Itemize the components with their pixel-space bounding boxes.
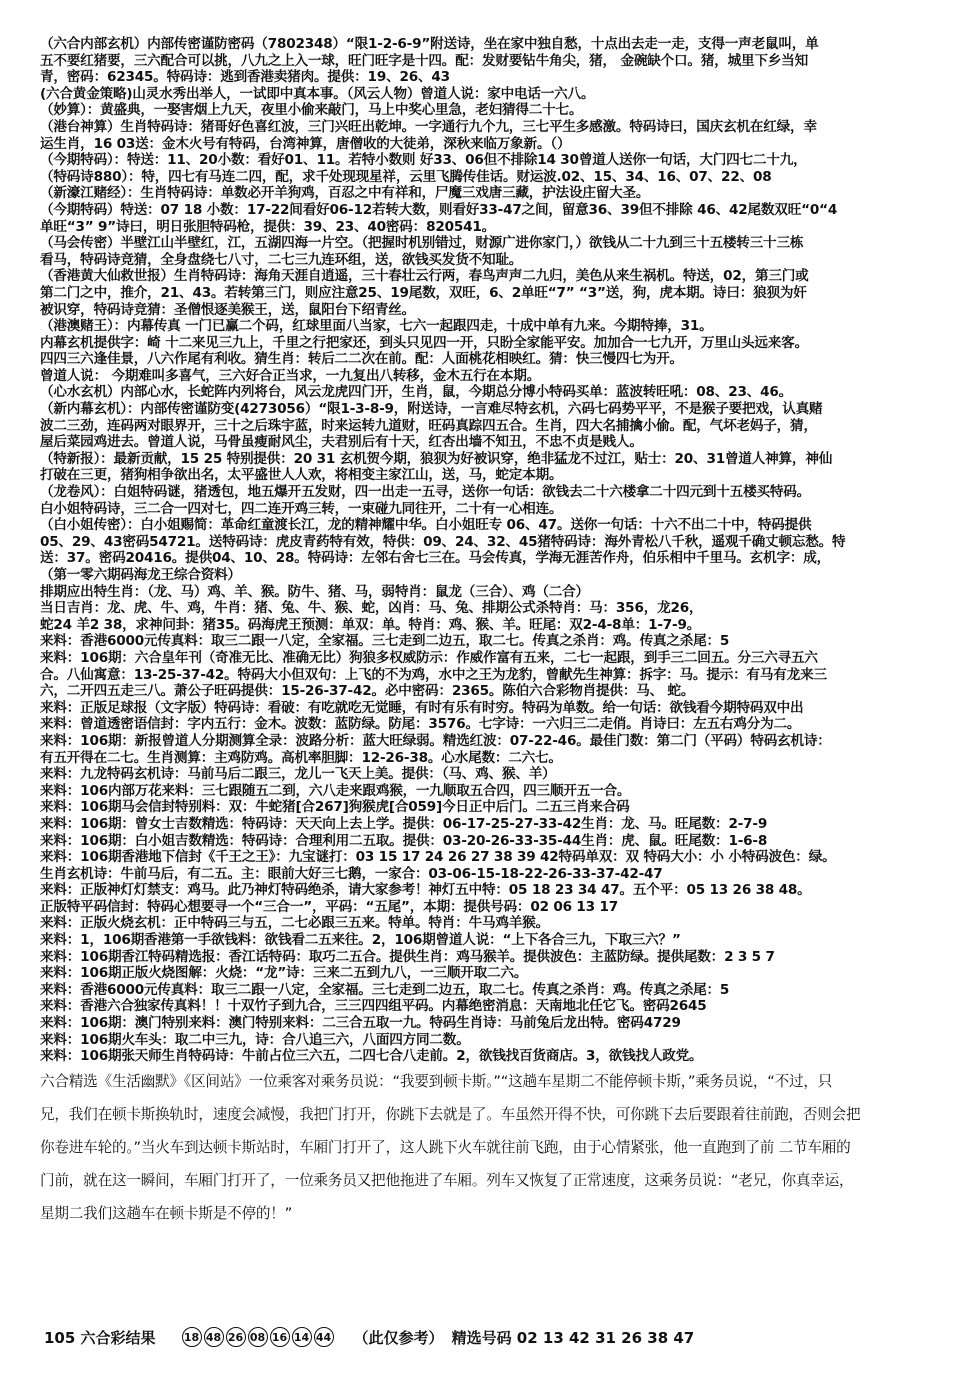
- text-line: 合。八仙寓意：13-25-37-42。特码大小但双句：上飞的不为鸡，水中之王为龙豹，曾献先生神算：拆字：马。提示：有马有龙来三: [40, 666, 827, 683]
- text-line: 来料：香港六合独家传真料！！十双竹子到九合，三三四四组平码。内幕绝密消息：天南地北任它飞。密码2645: [40, 998, 707, 1015]
- text-line: 看马，特码诗竞猜，全身盘绕七八寸，二七三九连环组，送，欲钱买发货不知耻。: [40, 251, 523, 268]
- text-line: 被识穿，特码诗竞猜：圣僧恨逐美猴王，送，鼠阳台下绍青丝。: [40, 301, 416, 318]
- text-line: （心水玄机）内部心水，长蛇阵内列将台，风云龙虎四门开，生肖，鼠，今期总分博小特码买单：蓝波转旺吼：08、23、46。: [40, 384, 793, 401]
- result-ball: 18: [182, 1327, 202, 1347]
- text-line: 来料：106内部万花来料：三七跟随五二到，六八走来跟鸡猴，一九顺取五合四，四三顺开五一合。: [40, 782, 631, 799]
- results-footer: [44, 1324, 944, 1350]
- section-title: （第一零六期码海龙王综合资料）: [40, 567, 241, 583]
- text-line: 来料：106期：白小姐吉数精选：特码诗：合理利用二五取。提供：03-20-26-33-35-44生肖：虎、鼠。旺尾数：1-6-8: [40, 832, 768, 849]
- text-line: 来料：香港6000元传真料：取三二跟一八定，全家福。三七走到二边五，取二七。传真之杀肖：鸡。传真之杀尾：5: [40, 633, 730, 650]
- reference-note: （此仅参考）: [353, 1328, 444, 1347]
- text-line: 白小姐特码诗，三二合一四对七，四二连开鸡三转，一束碰九同往开，二十有一心相连。: [40, 500, 563, 517]
- text-line: 第二门之中，推介，21、43。若转第三门，则应注意25、19尾数，双旺，6、2单旺“7” “3”送，狗，虎本期。诗曰：狼狈为奸: [40, 284, 807, 301]
- text-line: 蛇24 羊2 38，求神问卦：猪35。码海虎王预测：单双：单。特肖：鸡、猴、羊。旺尾：双2-4-8单：1-7-9。: [40, 616, 701, 633]
- text-line: 来料：曾道透密语信封：字内五行：金木。波数：蓝防绿。防尾：3576。七字诗：一六归三二走俏。肖诗曰：左五右鸡分为二。: [40, 716, 801, 733]
- text-line: 单旺“3” 9”诗曰，明日张胆特码枪，提供：39、23、40密码：820541。: [40, 218, 496, 235]
- text-line: 正版特平码信封：特码心想要寻一个“三合一”，平码：“五尾”，本期：提供号码：02 06 13 17: [40, 898, 618, 915]
- text-line: 来料：106期：澳门特别来料：澳门特别来料：二三合五取一九。特码生肖诗：马前兔后龙出特。密码4729: [40, 1015, 681, 1032]
- result-ball: 08: [248, 1327, 268, 1347]
- text-line: (六合黄金策略)山灵水秀出举人，一试即中真本事。（风云人物）曾道人说：家中电话一六八。: [40, 85, 595, 102]
- text-line: 来料：106期张天师生肖特码诗：牛前占位三六五，二四七合八走前。2，欲钱找百货商店。3，欲钱找人政党。: [40, 1048, 703, 1065]
- text-line: 来料：106期火车头：取二中三九，诗：合八追三六，八面四方同二数。: [40, 1031, 470, 1048]
- text-line: （六合内部玄机）内部传密谨防密码（7802348）“限1-2-6-9”附送诗，坐在家中独自愁，十点出去走一走，支得一声老鼠叫，单: [40, 36, 819, 52]
- text-line: 来料：九龙特码玄机诗：马前马后二跟三，龙儿一飞天上美。提供：（马、鸡、猴、羊）: [40, 766, 556, 783]
- text-line: 来料：106期香江特码精选报：香江话特码：取巧二五合。提供生肖：鸡马猴羊。提供波色：主蓝防绿。提供尾数：2 3 5 7: [40, 948, 775, 965]
- text-line: 来料：106期：新报曾道人分期测算全录：波路分析：蓝大旺绿弱。精选红波：07-22-46。最佳门数：第二门（平码）特码玄机诗：: [40, 732, 831, 749]
- text-line: （特新报）：最新贡献，15 25 特别提供：20 31 玄机贺今期，狼狈为好被识穿，绝非猛龙不过江，贴士：20、31曾道人神算，神仙: [40, 450, 833, 467]
- text-line: （今期特码）：特送：11、20小数：看好01、11。若特小数则 好33、06但不排除14 30曾道人送你一句话，大门四七二十九，: [40, 152, 807, 169]
- text-line: 四四三六逢佳景，八六作尾有利收。猜生肖：转后二二次在前。配：人面桃花相映红。猜：快三慢四七为开。: [40, 351, 683, 368]
- text-line: （香港黄大仙救世报）生肖特码诗：海角天涯自逍遥，三十春壮云行两，春鸟声声二九归，美色从来生祸机。特送，02，第三门或: [40, 268, 809, 285]
- text-line: 内幕玄机提供字：崎 十二来见三九上，千里之行把家还，到头只见四一开，只盼全家能平安。加加合一七九开，万里山头远来客。: [40, 334, 808, 351]
- text-line: （龙卷风）：白姐特码谜，猪透包，地五爆开五发财，四一出走一五寻，送你一句话：欲钱去二十六楼拿二十四元到十五楼买特码。: [40, 484, 811, 501]
- text-line: 排期应出特生肖：（龙、马）鸡、羊、猴。防牛、猪、马，弱特肖：鼠龙（三合）、鸡（二合）: [40, 583, 589, 600]
- text-line: 六，二开四五走三八。萧公子旺码提供：15-26-37-42。必中密码：2365。陈伯六合彩物肖提供：马、 蛇。: [40, 683, 695, 700]
- story-line: 六合精选《生活幽默》《区间站》一位乘客对乘务员说：“我要到顿卡斯。”“这趟车星期二不能停顿卡斯，”乘务员说，“不过，只: [40, 1072, 833, 1090]
- text-line: 当日吉肖：龙、虎、牛、鸡，牛肖：猪、兔、牛、猴、蛇，凶肖：马、兔、排期公式杀特肖：马：356，龙26，: [40, 600, 703, 617]
- story-line: 你卷进车轮的。”当火车到达顿卡斯站时，车厢门打开了，这人跳下火车就往前飞跑，由于心情紧张，他一直跑到了前 二节车厢的: [40, 1138, 851, 1156]
- text-line: （港台神算）生肖特码诗：猪哥好色喜红波，三门兴旺出乾坤。一字通行九个九，三七平生多感激。特码诗曰，国庆玄机在红绿，幸: [40, 118, 817, 135]
- text-line: 送：37。密码20416。提供04、10、28。特码诗：左邻右舍七三在。马会传真，学海无涯苦作舟，伯乐相中千里马。玄机字：成，: [40, 550, 831, 567]
- story-line: 星期二我们这趟车在顿卡斯是不停的！”: [40, 1204, 293, 1222]
- text-line: 有五开得在二七。生肖测算：主鸡防鸡。高机率胆脚：12-26-38。心水尾数：二六七。: [40, 749, 562, 766]
- result-ball: 14: [292, 1327, 312, 1347]
- text-line: （白小姐传密）：白小姐赐简：革命红童渡长江，龙的精神耀中华。白小姐旺专 06、47。送你一句话：十六不出二十中，特码提供: [40, 517, 812, 534]
- text-line: 来料：香港6000元传真料：取三二跟一八定，全家福。三七走到二边五，取二七。传真之杀肖：鸡。传真之杀尾：5: [40, 981, 730, 998]
- text-line: 打破在三更，猪狗相争欲出名，太平盛世人人欢，将相变主家江山，送，马，蛇定本期。: [40, 467, 563, 484]
- text-line: 来料：正版神灯灯禁支：鸡马。此乃神灯特码绝杀，请大家参考！神灯五中特：05 18 23 34 47。五个平：05 13 26 38 48。: [40, 882, 811, 899]
- text-line: 来料：106期：曾女士吉数精选：特码诗：天天向上去上学。提供：06-17-25-27-33-42生肖：龙、马。旺尾数：2-7-9: [40, 815, 768, 832]
- text-line: （妙算）：黄盛典，一娶害烟上九天，夜里小偷来敲门，马上中奖心里急，老妇猜得二十七。: [40, 102, 583, 119]
- text-line: 来料：106期马会信封特别料：双：牛蛇猪[合267]狗猴虎[合059]今日正中后门。二五三肖来合码: [40, 799, 630, 816]
- text-line: （马会传密）半壁江山半壁红，江，五湖四海一片空。（把握时机别错过，财源广进你家门，）欲钱从二十九到三十五楼转三十三栋: [40, 235, 804, 252]
- text-line: （新内幕玄机）：内部传密谨防变(4273056）“限1-3-8-9，附送诗，一言难尽特玄机，六码七码势平平，不是猴子要把戏，认真赌: [40, 401, 823, 418]
- story-line: 兄，我们在顿卡斯换轨时，速度会减慢，我把门打开，你跳下去就是了。车虽然开得不快，可你跳下去后要跟着往前跑，否则会把: [40, 1105, 861, 1123]
- text-line: 五不要红猪要，三六配合可以挑，八九之上入一球，旺门旺字是十四。配：发财要钻牛角尖，猪， 金碗缺个口。猪，城里下乡当知: [40, 52, 808, 69]
- text-line: 来料：106期：六合皇年刊（奇准无比、准确无比）狗狼多权威防示：作威作富有五来，二七一起跟，到手三二回五。分三六寻五六: [40, 649, 818, 666]
- result-ball: 16: [270, 1327, 290, 1347]
- result-ball: 48: [204, 1327, 224, 1347]
- text-line: 曾道人说： 今期难叫多喜气，三六好合正当求，一九复出八转移，金木五行在本期。: [40, 367, 541, 384]
- text-line: （特码诗880）：特，四七有马连二四，配，求千处现现星祥，云里飞腾传佳话。财运波.02、15、34、16、07、22、08: [40, 168, 772, 185]
- humor-story: [40, 1065, 954, 1230]
- text-line: 生肖玄机诗：牛前马后，有二五。主：眼前大好三七鹅，一家合：03-06-15-18-22-26-33-37-42-47: [40, 865, 663, 882]
- text-line: （新濠江赌经）：生肖特码诗：单数必开羊狗鸡，百忍之中有祥和，尸魔三戏唐三藏，护法设庄留大圣。: [40, 185, 650, 202]
- text-line: 运生肖，16 03送：金木火号有特码，台湾神算，唐僧收的大徒弟，深秋来临万象新。（）: [40, 135, 571, 152]
- text-line: 来料：正版足球报（文字版）特码诗：看破：有吃就吃无觉睡，有时有乐有时穷。特码为单数。给一句话：欲钱看今期特码双中出: [40, 699, 804, 716]
- text-line: 来料：106期香港地下信封《千王之王》：九宝谜打：03 15 17 24 26 27 38 39 42特码单双：双 特码大小：小 小特码波色：绿。: [40, 849, 836, 866]
- text-line: 波二三劲，连码两对眼界开，三十之后珠宇蓝，时来运转九道财，旺码真踪四五合。生肖，四大名捕擒小偷。配，气坏老妈子，猜，: [40, 417, 817, 434]
- result-balls: [182, 1327, 336, 1347]
- result-ball: 44: [314, 1327, 334, 1347]
- text-line: 来料：1，106期香港第一手欲钱料：欲钱看二五来往。2，106期曾道人说：“上下各合三九，下取三六？”: [40, 932, 681, 949]
- main-text: [40, 36, 954, 1065]
- result-ball: 26: [226, 1327, 246, 1347]
- text-line: 05、29、43密码54721。送特码诗：虎皮青药特有效，特供：09、24、32、45猪特码诗：海外青松八千秋，遥观千确丈顿忘愁。特: [40, 533, 846, 550]
- text-line: （港澳赌王）：内幕传真 一门已赢二个码，红球里面八当家，七六一起跟四走，十成中单有九来。今期特捧，31。: [40, 318, 713, 335]
- story-line: 门前，就在这一瞬间，车厢门打开了，一位乘务员又把他拖进了车厢。列车又恢复了正常速度，这乘务员说：“老兄，你真幸运，: [40, 1171, 854, 1189]
- issue-label: 105 六合彩结果: [44, 1328, 156, 1347]
- text-line: 来料：106期正版火烧图解：火烧：“龙”诗：三来二五到九八，一三顺开取二六。: [40, 965, 528, 982]
- selected-numbers: 精选号码 02 13 42 31 26 38 47: [451, 1328, 695, 1347]
- text-line: 屋后菜园鸡进去。曾道人说，马骨虽瘦耐风尘，夫君别后有十天，红杏出墙不知丑，不忠不贞是贱人。: [40, 434, 643, 451]
- text-line: 来料：正版火烧玄机：正中特码三与五，二七必跟三五来。特单。特肖：牛马鸡羊猴。: [40, 915, 549, 932]
- text-line: （今期特码）特送：07 18 小数：17-22间看好06-12若转大数，则看好33-47之间，留意36、39但不排除 46、42尾数双旺“0“4: [40, 201, 838, 218]
- text-line: 青，密码：62345。特码诗：逃到香港卖猪肉。提供：19、26、43: [40, 69, 450, 86]
